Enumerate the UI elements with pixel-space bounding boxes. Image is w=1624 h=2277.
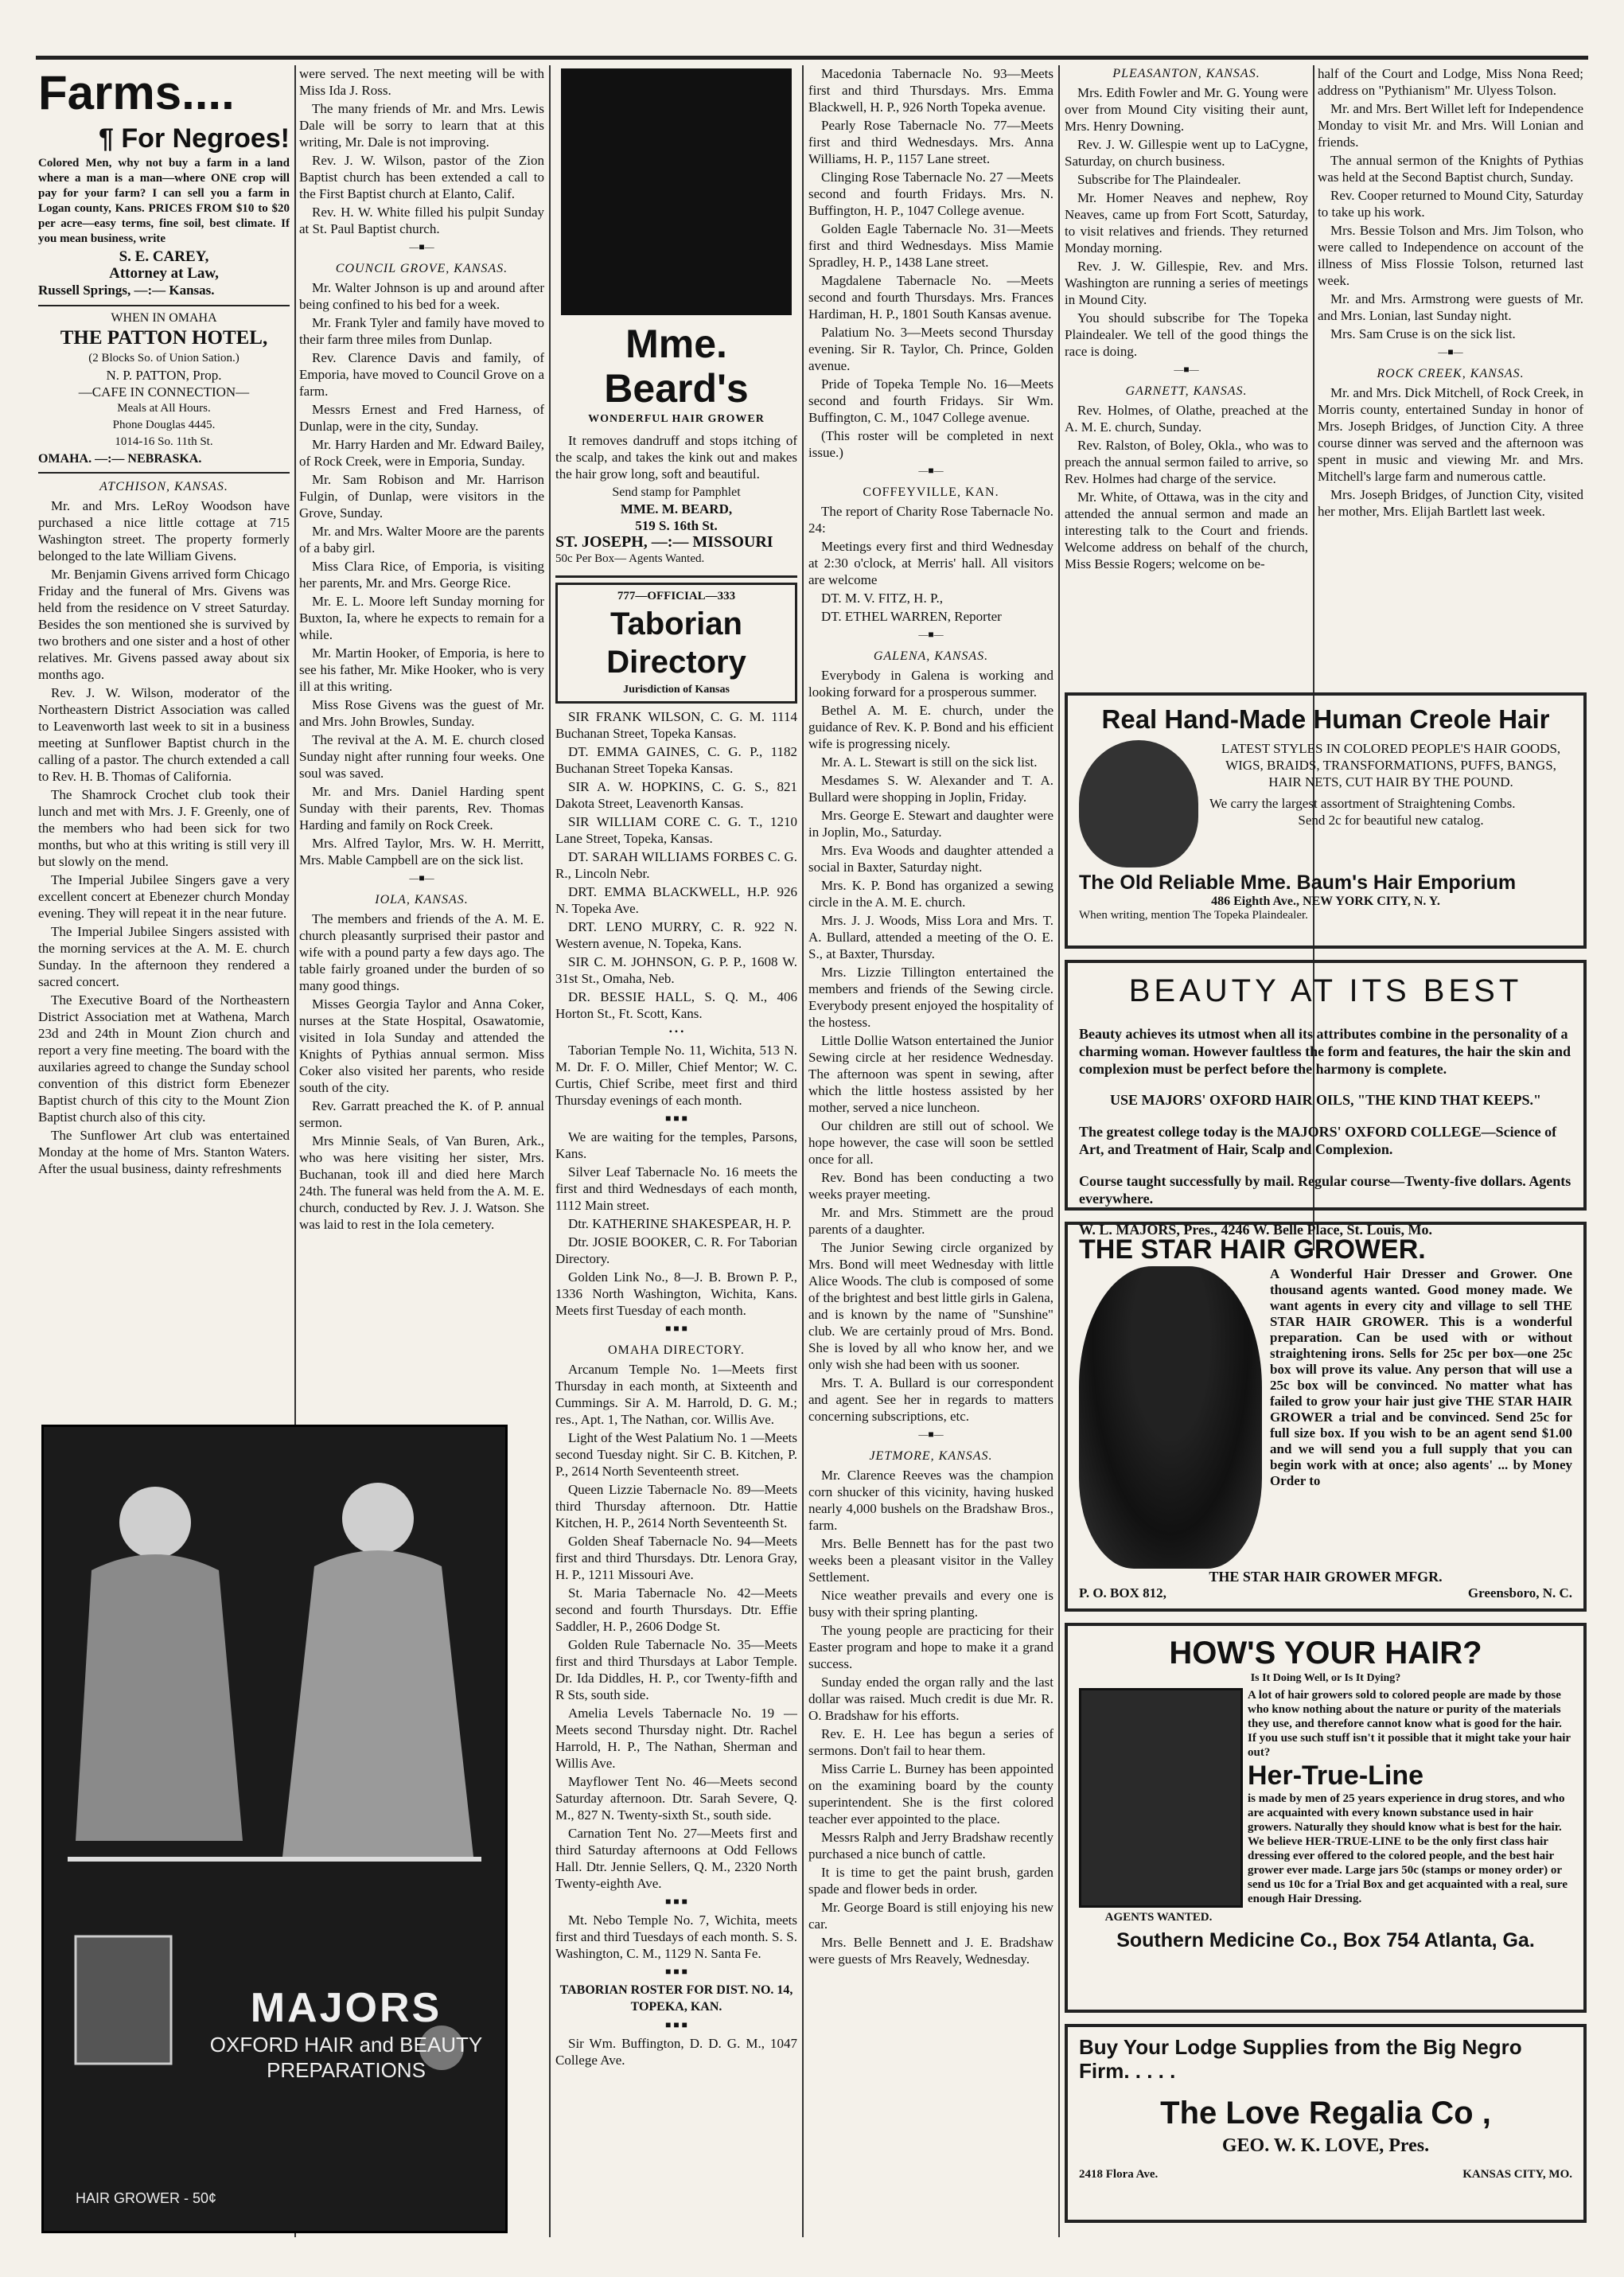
news-paragraph: Bethel A. M. E. church, under the guidance of Rev. K. P. Bond and his efficient wife is progressing nicely.: [808, 703, 1053, 751]
love-regalia-ad: [1065, 2024, 1587, 2223]
news-paragraph: half of the Court and Lodge, Miss Nona Reed; address on "Pythianism" Mr. Ulyess Tolson.: [1318, 66, 1583, 98]
directory-entry: Arcanum Temple No. 1—Meets first Thursday in each month, at Sixteenth and Cummings. Sir A. M. Harrold, D. G. M.; res., Apt. 1, The Nathan, cor. Willis Ave.: [555, 1362, 797, 1427]
hotel-prop: N. P. PATTON, Prop.: [106, 368, 222, 383]
news-paragraph: Mr. and Mrs. Stimmett are the proud parents of a daughter.: [808, 1205, 1053, 1237]
news-paragraph: Mr. Benjamin Givens arrived form Chicago Friday and the funeral of Mrs. Givens was held from the residence on V street Saturday. Besides the son mentioned she is survived by two brothers and one sister and a host of other relatives. Mr. Givens passed away about six months ago.: [38, 567, 290, 682]
directory-entry: Magdalene Tabernacle No. —Meets second and fourth Thursdays. Mrs. Frances Hardiman, H. P., 1801 South Kansas avenue.: [808, 273, 1053, 322]
directory-entry: We are waiting for the temples, Parsons, Kans.: [555, 1129, 797, 1161]
farms-title: Farms....: [38, 66, 235, 119]
news-paragraph: Rev. Clarence Davis and family, of Emporia, have moved to Council Grove on a farm.: [299, 350, 544, 399]
news-paragraph: Mrs. Belle Bennett has for the past two weeks been a pleasant visitor in the Valley Settlement.: [808, 1536, 1053, 1585]
top-rule: [36, 56, 1588, 60]
news-paragraph: Mrs. George E. Stewart and daughter were in Joplin, Mo., Saturday.: [808, 808, 1053, 840]
majors-ad-price: HAIR GROWER - 50¢: [76, 2190, 217, 2206]
news-paragraph: Nice weather prevails and every one is busy with their spring planting.: [808, 1588, 1053, 1620]
news-paragraph: Mr. Sam Robison and Mr. Harrison Fulgin, of Dunlap, were visitors in the Grove, Sunday.: [299, 472, 544, 521]
directory-entry: DT. SARAH WILLIAMS FORBES C. G. R., Lincoln Nebr.: [555, 849, 797, 881]
majors-ad-title: MAJORS: [250, 1985, 442, 2031]
news-paragraph: Mr. and Mrs. Bert Willet left for Independence Monday to visit Mr. and Mrs. Will Lonian and friends.: [1318, 101, 1583, 150]
hows-brand: Her-True-Line: [1248, 1760, 1424, 1791]
beauty-title: BEAUTY AT ITS BEST: [1128, 973, 1523, 1008]
directory-entry: SIR WILLIAM CORE C. G. T., 1210 Lane Street, Topeka, Kansas.: [555, 814, 797, 846]
garnett-heading: GARNETT, KANSAS.: [1125, 384, 1248, 398]
directory-entry: Taborian Temple No. 11, Wichita, 513 N. M. Dr. F. O. Miller, Chief Mentor; W. C. Curtis, Chief Scribe, meet first and third Thursday evenings of each month.: [555, 1043, 797, 1108]
directory-entry: Mt. Nebo Temple No. 7, Wichita, meets first and third Tuesdays of each month. S. S. Washington, C. M., 1129 N. Santa Fe.: [555, 1912, 797, 1961]
farms-subtitle: ¶ For Negroes!: [99, 123, 290, 154]
news-paragraph: Messrs Ralph and Jerry Bradshaw recently purchased a nice bunch of cattle.: [808, 1830, 1053, 1862]
news-paragraph: Mrs. Joseph Bridges, of Junction City, visited her mother, Mrs. Elijah Bartlett last week.: [1318, 487, 1583, 519]
jetmore-heading: JETMORE, KANSAS.: [869, 1449, 993, 1463]
news-paragraph: The annual sermon of the Knights of Pythias was held at the Second Baptist church, Sunday.: [1318, 153, 1583, 185]
hows-portrait: [1079, 1688, 1243, 1908]
news-paragraph: Mr. and Mrs. Armstrong were guests of Mr. and Mrs. Lonian, last Sunday night.: [1318, 291, 1583, 323]
creole-send: Send 2c for beautiful new catalog.: [1298, 813, 1484, 828]
right-ads: [1065, 692, 1587, 2252]
news-paragraph: Mrs. K. P. Bond has organized a sewing circle in the A. M. E. church.: [808, 878, 1053, 910]
news-paragraph: The report of Charity Rose Tabernacle No. 24:: [808, 504, 1053, 536]
news-paragraph: The Sunflower Art club was entertained Monday at the home of Mrs. Stanton Waters. After the usual business, dainty refreshments: [38, 1128, 290, 1176]
beard-subtitle: WONDERFUL HAIR GROWER: [588, 413, 765, 425]
news-paragraph: Mr. White, of Ottawa, was in the city and attended the annual sermon and made an interesting talk to the Court and friends. Welcome address on behalf of the church, Miss Bessie Rogers; welcome on be-: [1065, 489, 1308, 571]
hows-title: HOW'S YOUR HAIR?: [1169, 1636, 1482, 1671]
pleasanton-heading: PLEASANTON, KANSAS.: [1112, 67, 1260, 80]
directory-entry: DR. BESSIE HALL, S. Q. M., 406 Horton St., Ft. Scott, Kans.: [555, 989, 797, 1021]
coffeyville-heading: COFFEYVILLE, KAN.: [863, 485, 999, 499]
hotel-blocks: (2 Blocks So. of Union Sation.): [88, 352, 240, 365]
creole-mention: When writing, mention The Topeka Plaindealer.: [1079, 909, 1308, 922]
news-paragraph: Mr. George Board is still enjoying his new car.: [808, 1900, 1053, 1932]
beard-name: Mme. Beard's: [604, 322, 749, 411]
news-paragraph: Sunday ended the organ rally and the last dollar was raised. Much credit is due Mr. R. O. Bradshaw for his efforts.: [808, 1675, 1053, 1723]
directory-entry: Silver Leaf Tabernacle No. 16 meets the first and third Wednesdays of each month, 1112 Main street.: [555, 1164, 797, 1213]
news-paragraph: Miss Carrie L. Burney has been appointed on the examining board by the county superintendent. She is the first colored teacher ever appointed to the place.: [808, 1761, 1053, 1827]
directory-entry: Queen Lizzie Tabernacle No. 89—Meets third Thursday afternoon. Dtr. Hattie Kitchen, H. P., 2614 North Seventeenth St.: [555, 1482, 797, 1530]
news-paragraph: Subscribe for The Plaindealer.: [1077, 172, 1241, 187]
column-4: Macedonia Tabernacle No. 93—Meets first and third Thursdays. Mrs. Emma Blackwell, H. P., 926 North Topeka avenue. Pearly Rose Tabernacle No. 77—Meets first and third Wednesdays. Mrs. Anna Williams, H. P., 1157 Lane street. Clinging Rose Tabernacle No. 27 —Meets second and fourth Fridays. Mrs. N. Buffington, H. P., 1047 College avenue. Golden Eagle Tabernacle No. 31—Meets first and third Wednesdays. Miss Mamie Spradley, H. P., 1438 Lane street. Magdalene Tabernacle No. —Meets second and fourth Thursdays. Mrs. Frances Hardiman, H. P., 1801 South Kansas avenue. Palatium No. 3—Meets second Thursday evening. Sir R. Taylor, Ch. Prince, Golden avenue. Pride of Topeka Temple No. 16—Meets second and fourth Fridays. Sir Wm. Buffington, C. M., 1047 College avenue. (This roster will be completed in next issue.) —■— COFFEYVILLE, KAN. The report of Charity Rose Tabernacle No. 24: Meetings every first and third Wednesday at 2:30 o'clock, at Merris' hall. All visitors are welcome DT. M. V. FITZ, H. P., DT. ETHEL WARREN, Reporter —■— GALENA, KANSAS. Everybody in Galena is working and looking forward for a prosperous summer. Bethel A. M. E. church, under the guidance of Rev. K. P. Bond and his efficient wife is progressing nicely. Mr. A. L. Stewart is still on the sick list. Mesdames S. W. Alexander and T. A. Bullard were shopping in Joplin, Friday. Mrs. George E. Stewart and daughter were in Joplin, Mo., Saturday. Mrs. Eva Woods and daughter attended a social in Baxter, Saturday night. Mrs. K. P. Bond has organized a sewing circle in the A. M. E. church. Mrs. J. J. Woods, Miss Lora and Mrs. T. A. Bullard, attended a meeting of the O. E. S., at Baxter, Thursday. Mrs. Lizzie Tillington entertained the members and friends of the Sewing circle. Everybody present enjoyed the hospitality of the hostess. Little Dollie Watson entertained the Junior Sewing circle at her residence Wednesday. The afternoon was spent in sewing, after which the little hostess assisted by her mother, served a nice luncheon. Our children are still out of school. We hope however, the case will soon be settled once for all. Rev. Bond has been conducting a two weeks prayer meeting. Mr. and Mrs. Stimmett are the proud parents of a daughter. The Junior Sewing circle organized by Mrs. Bond will meet Wednesday with little Alice Woods. The club is composed of some of the brightest and best little girls in Galena, and is known by the name of "Sunshine" club. We are certainly proud of Mrs. Bond. She is loved by all who know her, and we only wish she had been with us sooner. Mrs. T. A. Bullard is our correspondent and agent. See her in regards to matters concerning subscriptions, etc. —■— JETMORE, KANSAS. Mr. Clarence Reeves was the champion corn shucker of this vicinity, having husked nearly 4,000 bushels on the Bradshaw Bros., farm. Mrs. Belle Bennett has for the past two weeks been a pleasant visitor in the Valley Settlement. Nice weather prevails and every one is busy with their spring planting. The young people are practicing for their Easter program and hope to make it a grand success. Sunday ended the organ rally and the last dollar was raised. Much credit is due Mr. R. O. Bradshaw for his efforts. Rev. E. H. Lee has begun a series of sermons. Don't fail to hear them. Miss Carrie L. Burney has been appointed on the examining board by the county superintendent. She is the first colored teacher ever appointed to the place. Messrs Ralph and Jerry Bradshaw recently purchased a nice bunch of cattle. It is time to get the paint brush, garden spade and flower beds in order. Mr. George Board is still enjoying his new car. Mrs. Belle Bennett and J. E. Bradshaw were guests of Mrs Reavely, Wednesday.: [808, 66, 1053, 1967]
news-paragraph: Mrs. Eva Woods and daughter attended a social in Baxter, Saturday night.: [808, 843, 1053, 875]
news-paragraph: Mrs. T. A. Bullard is our correspondent and agent. See her in regards to matters concerning subscriptions, etc.: [808, 1375, 1053, 1424]
news-paragraph: Mrs. Bessie Tolson and Mrs. Jim Tolson, who were called to Independence on account of the illness of Miss Flossie Tolson, returned last week.: [1318, 223, 1583, 288]
directory-entry: Light of the West Palatium No. 1 —Meets second Tuesday night. Sir C. B. Kitchen, P. P., 2614 North Seventeenth street.: [555, 1430, 797, 1479]
news-paragraph: were served. The next meeting will be with Miss Ida J. Ross.: [299, 66, 544, 98]
hows-body: A lot of hair growers sold to colored people are made by those who know nothing about the nature or purity of the materials they use, and therefore cannot know what is good for the hair. If you use such stuff isn't it possible that it might take your hair out?: [1248, 1689, 1571, 1759]
directory-entry: DRT. EMMA BLACKWELL, H.P. 926 N. Topeka Ave.: [555, 884, 797, 916]
news-paragraph: The Executive Board of the Northeastern District Association met at Wathena, March 23d and 24th in Mount Zion church and report a very fine meeting. The board with the auxilaries agreed to change the Sunday school convention of this district form Ebenezer Baptist church of this city to the Mount Zion Baptist church also of this city.: [38, 992, 290, 1125]
beauty-course: Course taught successfully by mail. Regular course—Twenty-five dollars. Agents everywhere.: [1079, 1173, 1571, 1207]
majors-ad-text: [203, 1984, 489, 2083]
hows-subtitle: Is It Doing Well, or Is It Dying?: [1250, 1672, 1401, 1684]
farms-ad: [38, 65, 290, 298]
directory-entry: Amelia Levels Tabernacle No. 19 —Meets second Thursday night. Dtr. Rachel Harrold, H. P., The Nathan, Sherman and Willis Ave.: [555, 1706, 797, 1771]
atchison-heading: ATCHISON, KANSAS.: [99, 480, 228, 493]
star-body: A Wonderful Hair Dresser and Grower. One thousand agents wanted. Good money made. We want agents in every city and village to sell THE STAR HAIR GROWER. This is a wonderful preparation. Can be used with or without straightening irons. Sells for 25c per box—one 25c box will prove its value. Any person that will use a 25c box will be convinced. No matter what has failed to grow your hair just give THE STAR HAIR GROWER a trial and be convinced. Send 25c for full size box. If you wish to be an agent send $1.00 and we will send you a full supply that you can begin work with at once; also agents' ... by Money Order to: [1270, 1266, 1572, 1488]
news-paragraph: It is time to get the paint brush, garden spade and flower beds in order.: [808, 1865, 1053, 1897]
creole-emporium: The Old Reliable Mme. Baum's Hair Emporium: [1079, 871, 1517, 894]
news-paragraph: The Junior Sewing circle organized by Mrs. Bond will meet Wednesday with little Alice Woods. The club is composed of some of the brightest and best little girls in Galena, and is known by the name of "Sunshine" club. We are certainly proud of Mrs. Bond. She is loved by all who know her, and we only wish she had been with us sooner.: [808, 1240, 1053, 1372]
news-paragraph: Mr. Walter Johnson is up and around after being confined to his bed for a week.: [299, 280, 544, 312]
news-paragraph: The members and friends of the A. M. E. church pleasantly surprised their pastor and wife with a pound party a few days ago. The table fairly groaned under the burden of so many good things.: [299, 911, 544, 993]
hotel-name: THE PATTON HOTEL,: [60, 327, 268, 349]
regalia-city: KANSAS CITY, MO.: [1462, 2168, 1572, 2181]
directory-entry: Palatium No. 3—Meets second Thursday evening. Sir R. Taylor, Ch. Prince, Golden avenue.: [808, 325, 1053, 373]
beard-address-street: 519 S. 16th St.: [635, 518, 718, 533]
news-paragraph: Mr. and Mrs. Walter Moore are the parents of a baby girl.: [299, 524, 544, 556]
directory-entry: Golden Sheaf Tabernacle No. 94—Meets first and third Thursdays. Dtr. Lenora Gray, H. P., 1211 Missouri Ave.: [555, 1534, 797, 1582]
news-paragraph: Mr. E. L. Moore left Sunday morning for Buxton, Ia, where he expects to remain for a while.: [299, 594, 544, 642]
news-paragraph: The Imperial Jubilee Singers gave a very excellent concert at Ebenezer church Monday evening. They will repeat it in the near future.: [38, 872, 290, 921]
directory-entry: Pride of Topeka Temple No. 16—Meets second and fourth Fridays. Sir Wm. Buffington, C. M., 1047 College avenue.: [808, 376, 1053, 425]
carey-name: S. E. CAREY,: [119, 248, 209, 265]
patton-hotel-ad: [38, 310, 290, 467]
column-rule: [549, 65, 551, 2237]
rock-creek-heading: ROCK CREEK, KANSAS.: [1377, 367, 1525, 380]
news-paragraph: Rev. J. W. Gillespie went up to LaCygne, Saturday, on church business.: [1065, 137, 1308, 169]
news-paragraph: DT. ETHEL WARREN, Reporter: [821, 609, 1002, 624]
news-paragraph: Mr. Homer Neaves and nephew, Roy Neaves, came up from Fort Scott, Saturday, to visit relatives and friends. They returned Monday morning.: [1065, 190, 1308, 255]
beauty-body: Beauty achieves its utmost when all its attributes combine in the personality of a charming woman. However faultless the form and features, the hair the skin and complexion must be perfect before the harmony is complete.: [1079, 1026, 1571, 1077]
beard-send: Send stamp for Pamphlet: [612, 485, 741, 499]
directory-entry: St. Maria Tabernacle No. 42—Meets second and fourth Thursdays. Dtr. Effie Saddler, H. P., 2606 Dodge St.: [555, 1585, 797, 1634]
regalia-name: The Love Regalia Co ,: [1160, 2096, 1491, 2131]
news-paragraph: Rev. J. W. Wilson, pastor of the Zion Baptist church has been extended a call to the First Baptist church at Elanto, Calif.: [299, 153, 544, 201]
hotel-cafe: —CAFE IN CONNECTION—: [78, 384, 250, 400]
directory-entry: SIR FRANK WILSON, C. G. M. 1114 Buchanan Street, Topeka Kansas.: [555, 709, 797, 741]
taborian-header-box: [555, 583, 797, 704]
news-paragraph: DT. M. V. FITZ, H. P.,: [821, 591, 944, 606]
news-paragraph: Mr. Clarence Reeves was the champion corn shucker of this vicinity, having husked nearly 4,000 bushels on the Bradshaw Bros., farm.: [808, 1468, 1053, 1533]
news-paragraph: Rev. J. W. Wilson, moderator of the Northeastern District Association was called to Leavenworth last week to sit in a business meeting at Sunflower Baptist church in the calling of a pastor. The church extended a call to Rev. H. B. Thomas of California.: [38, 685, 290, 784]
carey-address: Russell Springs, —:— Kansas.: [38, 283, 215, 298]
omaha-directory-heading: OMAHA DIRECTORY.: [608, 1343, 745, 1357]
news-paragraph: Rev. J. W. Gillespie, Rev. and Mrs. Washington are running a series of meetings in Mound City.: [1065, 259, 1308, 307]
news-paragraph: Mr. Martin Hooker, of Emporia, is here to see his father, Mr. Mike Hooker, who is very ill at this writing.: [299, 645, 544, 694]
news-paragraph: You should subscribe for The Topeka Plaindealer. We tell of the good things the race is doing.: [1065, 310, 1308, 359]
hotel-city: OMAHA. —:— NEBRASKA.: [38, 452, 202, 466]
star-hair-grower-ad: [1065, 1222, 1587, 1612]
creole-carry: We carry the largest assortment of Straightening Combs.: [1209, 796, 1516, 811]
regalia-address: 2418 Flora Ave.: [1079, 2168, 1159, 2181]
news-paragraph: The Imperial Jubilee Singers assisted with the morning services at the A. M. E. church Sunday. In the afternoon they rendered a sacred concert.: [38, 924, 290, 989]
column-rule: [802, 65, 804, 2237]
beard-price: 50c Per Box— Agents Wanted.: [555, 552, 705, 565]
hows-your-hair-ad: [1065, 1623, 1587, 2013]
regalia-president: GEO. W. K. LOVE, Pres.: [1221, 2135, 1430, 2156]
carey-title: Attorney at Law,: [109, 265, 219, 282]
column-2: were served. The next meeting will be with Miss Ida J. Ross. The many friends of Mr. and Mrs. Lewis Dale will be sorry to learn that at this writing, Mr. Dale is not improving. Rev. J. W. Wilson, pastor of the Zion Baptist church has been extended a call to the First Baptist church at Elanto, Calif. Rev. H. W. White filled his pulpit Sunday at St. Paul Baptist church. —■— COUNCIL GROVE, KANSAS. Mr. Walter Johnson is up and around after being confined to his bed for a week. Mr. Frank Tyler and family have moved to their farm three miles from Dunlap. Rev. Clarence Davis and family, of Emporia, have moved to Council Grove on a farm. Messrs Ernest and Fred Harness, of Dunlap, were in the city, Sunday. Mr. Harry Harden and Mr. Edward Bailey, of Rock Creek, were in Emporia, Sunday. Mr. Sam Robison and Mr. Harrison Fulgin, of Dunlap, were visitors in the Grove, Sunday. Mr. and Mrs. Walter Moore are the parents of a baby girl. Miss Clara Rice, of Emporia, is visiting her parents, Mr. and Mrs. George Rice. Mr. E. L. Moore left Sunday morning for Buxton, Ia, where he expects to remain for a while. Mr. Martin Hooker, of Emporia, is here to see his father, Mr. Mike Hooker, who is very ill at this writing. Miss Rose Givens was the guest of Mr. and Mrs. John Browles, Sunday. The revival at the A. M. E. church closed Sunday night after running four weeks. One soul was saved. Mr. and Mrs. Daniel Harding spent Sunday with their parents, Rev. Thomas Harding and family on Rock Creek. Mrs. Alfred Taylor, Mrs. W. H. Merritt, Mrs. Mable Campbell are on the sick list. —■— IOLA, KANSAS. The members and friends of the A. M. E. church pleasantly surprised their pastor and wife with a pound party a few days ago. The table fairly groaned under the burden of so many good things. Misses Georgia Taylor and Anna Coker, nurses at the State Hospital, Osawatomie, visited in Iola Sunday and attended the Knights of Pythias annual sermon. Miss Coker also visited her parents, who reside south of the city. Rev. Garratt preached the K. of P. annual sermon. Mrs Minnie Seals, of Van Buren, Ark., who was here visiting her sister, Mrs. Buchanan, took ill and died here March 24th. The funeral was held from the A. M. E. church, conducted by Rev. J. J. Watson. She was laid to rest in the Iola cemetery.: [299, 66, 544, 1232]
directory-entry: Pearly Rose Tabernacle No. 77—Meets first and third Wednesdays. Mrs. Anna Williams, H. P., 1157 Lane street.: [808, 118, 1053, 166]
news-paragraph: Messrs Ernest and Fred Harness, of Dunlap, were in the city, Sunday.: [299, 402, 544, 434]
majors-illustration: [44, 1427, 505, 2231]
news-paragraph: Rev. Holmes, of Olathe, preached at the A. M. E. church, Sunday.: [1065, 403, 1308, 435]
column-3: Mme. Beard's WONDERFUL HAIR GROWER It removes dandruff and stops itching of the scalp, and takes the kink out and makes the hair grow long, soft and beautiful. Send stamp for Pamphlet MME. M. BEARD, 519 S. 16th St. ST. JOSEPH, —:— MISSOURI 50c Per Box— Agents Wanted. 777—OFFICIAL—333 Taborian Directory Jurisdiction of Kansas SIR FRANK WILSON, C. G. M. 1114 Buchanan Street, Topeka Kansas. DT. EMMA GAINES, C. G. P., 1182 Buchanan Street Topeka Kansas. SIR A. W. HOPKINS, C. G. S., 821 Dakota Street, Leavenorth Kansas. SIR WILLIAM CORE C. G. T., 1210 Lane Street, Topeka, Kansas. DT. SARAH WILLIAMS FORBES C. G. R., Lincoln Nebr. DRT. EMMA BLACKWELL, H.P. 926 N. Topeka Ave. DRT. LENO MURRY, C. R. 922 N. Western avenue, N. Topeka, Kans. SIR C. M. JOHNSON, G. P. P., 1608 W. 31st St., Omaha, Neb. DR. BESSIE HALL, S. Q. M., 406 Horton St., Ft. Scott, Kans. • • • Taborian Temple No. 11, Wichita, 513 N. M. Dr. F. O. Miller, Chief Mentor; W. C. Curtis, Chief Scribe, meet first and third Thursday evenings of each month. ■ ■ ■ We are waiting for the temples, Parsons, Kans. Silver Leaf Tabernacle No. 16 meets the first and third Wednesdays of each month, 1112 Main street. Dtr. KATHERINE SHAKESPEAR, H. P. Dtr. JOSIE BOOKER, C. R. For Taborian Directory. Golden Link No., 8—J. B. Brown P. P., 1336 North Washington, Wichita, Kans. Meets first Tuesday of each month. ■ ■ ■ OMAHA DIRECTORY. Arcanum Temple No. 1—Meets first Thursday in each month, at Sixteenth and Cummings. Sir A. M. Harrold, D. G. M.; res., Apt. 1, The Nathan, cor. Willis Ave. Light of the West Palatium No. 1 —Meets second Tuesday night. Sir C. B. Kitchen, P. P., 2614 North Seventeenth street. Queen Lizzie Tabernacle No. 89—Meets third Thursday afternoon. Dtr. Hattie Kitchen, H. P., 2614 North Seventeenth St. Golden Sheaf Tabernacle No. 94—Meets first and third Thursdays. Dtr. Lenora Gray, H. P., 1211 Missouri Ave. St. Maria Tabernacle No. 42—Meets second and fourth Thursdays. Dtr. Effie Saddler, H. P., 2606 Dodge St. Golden Rule Tabernacle No. 35—Meets first and third Thursdays at Labor Temple. Dr. Ida Diddles, H. P., cor Twenty-fifth and R Sts, south side. Amelia Levels Tabernacle No. 19 —Meets second Thursday night. Dtr. Rachel Harrold, H. P., The Nathan, Sherman and Willis Ave. Mayflower Tent No. 46—Meets second Saturday afternoon. Dtr. Sarah Severe, Q. M., 827 N. Twenty-sixth St., south side. Carnation Tent No. 27—Meets first and third Saturday afternoons at Odd Fellows Hall. Dtr. Jennie Sellers, Q. M., 2320 North Twenty-eighth Ave. ■ ■ ■ Mt. Nebo Temple No. 7, Wichita, meets first and third Tuesdays of each month. S. S. Washington, C. M., 1129 N. Santa Fe. ■ ■ ■ TABORIAN ROSTER FOR DIST. NO. 14, TOPEKA, KAN. ■ ■ ■ Sir Wm. Buffington, D. D. G. M., 1047 College Ave.: [555, 65, 797, 2238]
star-po-box: P. O. BOX 812,: [1079, 1585, 1166, 1601]
news-paragraph: Misses Georgia Taylor and Anna Coker, nurses at the State Hospital, Osawatomie, visited in Iola Sunday and attended the Knights of Pythias annual sermon. Miss Coker also visited her parents, who reside south of the city.: [299, 996, 544, 1095]
news-paragraph: Meetings every first and third Wednesday at 2:30 o'clock, at Merris' hall. All visitors are welcome: [808, 539, 1053, 587]
news-paragraph: Mrs. J. J. Woods, Miss Lora and Mrs. T. A. Bullard, attended a meeting of the O. E. S., at Baxter, Thursday.: [808, 913, 1053, 961]
taborian-jurisdiction: Jurisdiction of Kansas: [623, 684, 730, 696]
hotel-meals: Meals at All Hours.: [117, 402, 211, 415]
directory-entry: DRT. LENO MURRY, C. R. 922 N. Western avenue, N. Topeka, Kans.: [555, 919, 797, 951]
news-paragraph: Miss Clara Rice, of Emporia, is visiting her parents, Mr. and Mrs. George Rice.: [299, 559, 544, 591]
directory-entry: Golden Rule Tabernacle No. 35—Meets first and third Thursdays at Labor Temple. Dr. Ida Diddles, H. P., cor Twenty-fifth and R Sts, south side.: [555, 1637, 797, 1702]
directory-entry: SIR C. M. JOHNSON, G. P. P., 1608 W. 31st St., Omaha, Neb.: [555, 954, 797, 986]
beard-portrait: [561, 68, 792, 315]
hotel-street: 1014-16 So. 11th St.: [115, 435, 213, 448]
star-hair-silhouette: [1079, 1266, 1262, 1569]
directory-entry: SIR A. W. HOPKINS, C. G. S., 821 Dakota Street, Leavenorth Kansas.: [555, 779, 797, 811]
column-rule: [1058, 65, 1060, 2237]
beauty-ad: [1065, 960, 1587, 1238]
news-paragraph: Mr. Harry Harden and Mr. Edward Bailey, of Rock Creek, were in Emporia, Sunday.: [299, 437, 544, 469]
directory-entry: Clinging Rose Tabernacle No. 27 —Meets second and fourth Fridays. Mrs. N. Buffington, H. P., 1047 College avenue.: [808, 170, 1053, 218]
beard-body: It removes dandruff and stops itching of the scalp, and takes the kink out and makes the hair grow long, soft and beautiful.: [555, 433, 797, 482]
hotel-when: WHEN IN OMAHA: [111, 311, 217, 325]
news-paragraph: Mrs. Lizzie Tillington entertained the members and friends of the Sewing circle. Everybody present enjoyed the hospitality of the hostess.: [808, 965, 1053, 1030]
hows-agents: AGENTS WANTED.: [1104, 1911, 1213, 1924]
council-grove-heading: COUNCIL GROVE, KANSAS.: [335, 262, 508, 275]
star-mfgr: THE STAR HAIR GROWER MFGR.: [1209, 1569, 1443, 1585]
beauty-address: W. L. MAJORS, Pres., 4246 W. Belle Place, St. Louis, Mo.: [1079, 1222, 1433, 1238]
creole-hair-ad: [1065, 692, 1587, 949]
creole-address: 486 Eighth Ave., NEW YORK CITY, N. Y.: [1211, 895, 1440, 908]
beard-city: ST. JOSEPH, —:— MISSOURI: [555, 533, 773, 551]
news-paragraph: Mr. and Mrs. Daniel Harding spent Sunday with their parents, Rev. Thomas Harding and family on Rock Creek.: [299, 784, 544, 832]
beard-address-name: MME. M. BEARD,: [620, 501, 733, 517]
news-paragraph: Mr. A. L. Stewart is still on the sick list.: [821, 754, 1038, 770]
column-6: half of the Court and Lodge, Miss Nona Reed; address on "Pythianism" Mr. Ulyess Tolson. Mr. and Mrs. Bert Willet left for Independence Monday to visit Mr. and Mrs. Will Lonian and friends. The annual sermon of the Knights of Pythias was held at the Second Baptist church, Sunday. Rev. Cooper returned to Mound City, Saturday to take up his work. Mrs. Bessie Tolson and Mrs. Jim Tolson, who were called to Independence on account of the illness of Miss Flossie Tolson, returned last week. Mr. and Mrs. Armstrong were guests of Mr. and Mrs. Lonian, last Sunday night. Mrs. Sam Cruse is on the sick list. —■— ROCK CREEK, KANSAS. Mr. and Mrs. Dick Mitchell, of Rock Creek, in Morris county, entertained Sunday in honor of Mrs. Joseph Bridges, of Junction City. A three course dinner was served and the afternoon was spent in music and viewing Mr. and Mrs. Mitchell's large farm and numerous cattle. Mrs. Joseph Bridges, of Junction City, visited her mother, Mrs. Elijah Bartlett last week.: [1318, 66, 1583, 519]
news-paragraph: Rev. H. W. White filled his pulpit Sunday at St. Paul Baptist church.: [299, 205, 544, 236]
news-paragraph: The revival at the A. M. E. church closed Sunday night after running four weeks. One soul was saved.: [299, 732, 544, 781]
news-paragraph: Our children are still out of school. We hope however, the case will soon be settled once for all.: [808, 1118, 1053, 1167]
news-paragraph: The Shamrock Crochet club took their lunch and met with Mrs. J. F. Greenly, one of the members who had been sick for two months, but who at this writing is still very ill but slowly on the mend.: [38, 787, 290, 869]
star-city: Greensboro, N. C.: [1467, 1585, 1572, 1601]
creole-body: LATEST STYLES IN COLORED PEOPLE'S HAIR GOODS, WIGS, BRAIDS, TRANSFORMATIONS, PUFFS, BANGS, HAIR NETS, CUT HAIR BY THE POUND.: [1221, 741, 1561, 790]
directory-entry: Mayflower Tent No. 46—Meets second Saturday afternoon. Dtr. Sarah Severe, Q. M., 827 N. Twenty-sixth St., south side.: [555, 1774, 797, 1823]
news-paragraph: Mr. and Mrs. LeRoy Woodson have purchased a nice little cottage at 715 Washington street. The property formerly belonged to the late William Givens.: [38, 498, 290, 563]
atchison-section: [38, 497, 290, 1177]
hows-brand-body: is made by men of 25 years experience in drug stores, and who are acquainted with every known substance used in hair growers. Naturally they should know what is best for the hair. We believe HER-TRUE-LINE to be the only first class hair dressing ever offered to the colored people, and the best hair grower ever made. Large jars 50c (stamps or money order) or send us 10c for a Trial Box and get acquainted with a real, sure enough Hair Dressing.: [1248, 1792, 1568, 1905]
news-paragraph: Rev. Ralston, of Boley, Okla., who was to preach the annual sermon failed to arrive, so Rev. Holmes had charge of the service.: [1065, 438, 1308, 486]
news-paragraph: Rev. Bond has been conducting a two weeks prayer meeting.: [808, 1170, 1053, 1202]
news-paragraph: Mr. Frank Tyler and family have moved to their farm three miles from Dunlap.: [299, 315, 544, 347]
beauty-college: The greatest college today is the MAJORS' OXFORD COLLEGE—Science of Art, and Treatment of Hair, Scalp and Complexion.: [1079, 1124, 1557, 1157]
creole-title: Real Hand-Made Human Creole Hair: [1101, 704, 1550, 734]
directory-entry: DT. EMMA GAINES, C. G. P., 1182 Buchanan Street Topeka Kansas.: [555, 744, 797, 776]
directory-entry: (This roster will be completed in next issue.): [808, 428, 1053, 460]
directory-entry: Golden Link No., 8—J. B. Brown P. P., 1336 North Washington, Wichita, Kans. Meets first Tuesday of each month.: [555, 1269, 797, 1318]
news-paragraph: Mrs. Belle Bennett and J. E. Bradshaw were guests of Mrs Reavely, Wednesday.: [808, 1935, 1053, 1967]
galena-heading: GALENA, KANSAS.: [873, 649, 989, 663]
taborian-title: Taborian Directory: [606, 606, 746, 680]
hows-company: Southern Medicine Co., Box 754 Atlanta, Ga.: [1116, 1929, 1535, 1951]
taborian-number: 777—OFFICIAL—333: [617, 590, 736, 602]
hotel-phone: Phone Douglas 4445.: [112, 419, 216, 431]
news-paragraph: Mrs. Edith Fowler and Mr. G. Young were over from Mound City visiting their aunt, Mrs. Henry Downing.: [1065, 85, 1308, 134]
news-paragraph: Little Dollie Watson entertained the Junior Sewing circle at her residence Wednesday. The afternoon was spent in sewing, after which the little hostess assisted by her mother, served a nice luncheon.: [808, 1033, 1053, 1115]
news-paragraph: Mrs. Alfred Taylor, Mrs. W. H. Merritt, Mrs. Mable Campbell are on the sick list.: [299, 836, 544, 868]
beauty-use: USE MAJORS' OXFORD HAIR OILS, "THE KIND THAT KEEPS.": [1109, 1092, 1542, 1108]
news-paragraph: Rev. E. H. Lee has begun a series of sermons. Don't fail to hear them.: [808, 1726, 1053, 1758]
news-paragraph: The many friends of Mr. and Mrs. Lewis Dale will be sorry to learn that at this writing, Mr. Dale is not improving.: [299, 101, 544, 150]
creole-portrait: [1079, 740, 1198, 868]
roster-heading: TABORIAN ROSTER FOR DIST. NO. 14, TOPEKA, KAN.: [559, 1983, 793, 2014]
news-paragraph: Mesdames S. W. Alexander and T. A. Bullard were shopping in Joplin, Friday.: [808, 773, 1053, 805]
farms-body: Colored Men, why not buy a farm in a land where a man is a man—where ONE crop will pay for your farm? I can sell you a farm in Logan county, Kans. PRICES FROM $10 to $20 per acre—easy terms, fine soil, best climate. If you mean business, write: [38, 157, 290, 245]
news-paragraph: Mrs. Sam Cruse is on the sick list.: [1330, 326, 1516, 341]
news-paragraph: Everybody in Galena is working and looking forward for a prosperous summer.: [808, 668, 1053, 700]
news-paragraph: The young people are practicing for their Easter program and hope to make it a grand success.: [808, 1623, 1053, 1671]
news-paragraph: Miss Rose Givens was the guest of Mr. and Mrs. John Browles, Sunday.: [299, 697, 544, 729]
iola-heading: IOLA, KANSAS.: [375, 893, 469, 907]
directory-entry: Golden Eagle Tabernacle No. 31—Meets first and third Wednesdays. Miss Mamie Spradley, H. P., 1438 Lane street.: [808, 221, 1053, 270]
directory-entry: Carnation Tent No. 27—Meets first and third Saturday afternoons at Odd Fellows Hall. Dtr. Jennie Sellers, Q. M., 2320 North Twenty-eighth Ave.: [555, 1826, 797, 1891]
majors-ad-subtitle: OXFORD HAIR and BEAUTY PREPARATIONS: [209, 2033, 483, 2082]
directory-entry: Sir Wm. Buffington, D. D. G. M., 1047 College Ave.: [555, 2036, 797, 2068]
regalia-buy: Buy Your Lodge Supplies from the Big Negro Firm. . . . .: [1079, 2035, 1522, 2083]
news-paragraph: Mr. and Mrs. Dick Mitchell, of Rock Creek, in Morris county, entertained Sunday in honor of Mrs. Joseph Bridges, of Junction City. A three course dinner was served and the afternoon was spent in music and viewing Mr. and Mrs. Mitchell's large farm and numerous cattle.: [1318, 385, 1583, 484]
star-title: THE STAR HAIR GROWER.: [1079, 1234, 1426, 1265]
directory-entry: Dtr. KATHERINE SHAKESPEAR, H. P.: [568, 1216, 792, 1231]
majors-illustrated-ad: [41, 1425, 508, 2233]
column-5: PLEASANTON, KANSAS. Mrs. Edith Fowler and Mr. G. Young were over from Mound City visiting their aunt, Mrs. Henry Downing. Rev. J. W. Gillespie went up to LaCygne, Saturday, on church business. Subscribe for The Plaindealer. Mr. Homer Neaves and nephew, Roy Neaves, came up from Fort Scott, Saturday, to visit relatives and friends. They returned Monday morning. Rev. J. W. Gillespie, Rev. and Mrs. Washington are running a series of meetings in Mound City. You should subscribe for The Topeka Plaindealer. We tell of the good things the race is doing. —■— GARNETT, KANSAS. Rev. Holmes, of Olathe, preached at the A. M. E. church, Sunday. Rev. Ralston, of Boley, Okla., who was to preach the annual sermon failed to arrive, so Rev. Holmes had charge of the service. Mr. White, of Ottawa, was in the city and attended the annual sermon and made an interesting talk to the Court and friends. Welcome address on behalf of the church, Miss Bessie Rogers; welcome on be-: [1065, 67, 1308, 571]
directory-entry: Macedonia Tabernacle No. 93—Meets first and third Thursdays. Mrs. Emma Blackwell, H. P., 926 North Topeka avenue.: [808, 66, 1053, 115]
directory-entry: Dtr. JOSIE BOOKER, C. R. For Taborian Directory.: [555, 1234, 797, 1266]
news-paragraph: Rev. Garratt preached the K. of P. annual sermon.: [299, 1098, 544, 1130]
news-paragraph: Rev. Cooper returned to Mound City, Saturday to take up his work.: [1318, 188, 1583, 220]
news-paragraph: Mrs Minnie Seals, of Van Buren, Ark., who was here visiting her sister, Mrs. Buchanan, took ill and died here March 24th. The funeral was held from the A. M. E. church, conducted by Rev. J. J. Watson. She was laid to rest in the Iola cemetery.: [299, 1133, 544, 1232]
